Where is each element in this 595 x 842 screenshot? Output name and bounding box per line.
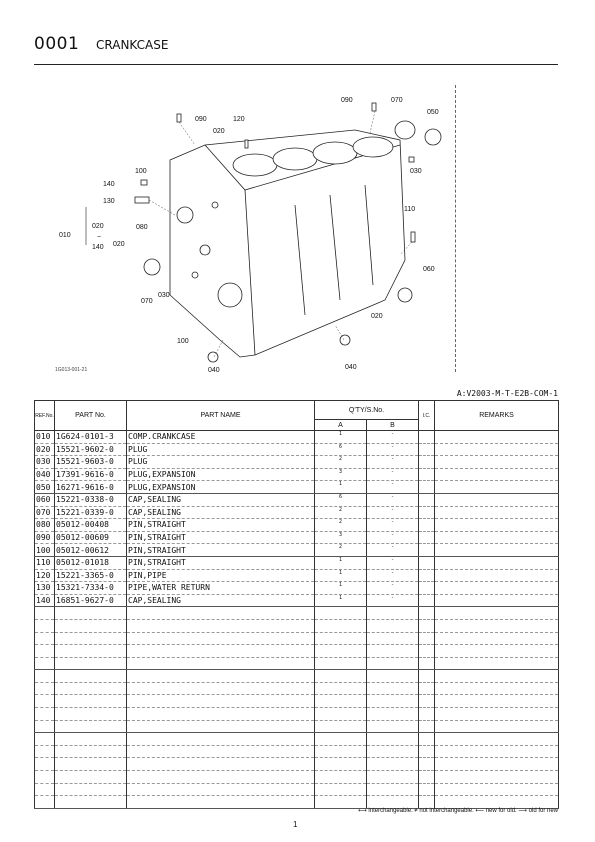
blank-cell: [315, 670, 367, 683]
blank-cell: [35, 745, 55, 758]
blank-cell: [35, 708, 55, 721]
parts-table: [34, 400, 559, 809]
ic-cell: [419, 531, 435, 544]
table-row: [35, 468, 559, 481]
blank-cell: [419, 657, 435, 670]
callout-label: 040: [345, 364, 357, 371]
blank-cell: [435, 733, 559, 746]
blank-cell: [315, 645, 367, 658]
remarks-cell: [435, 468, 559, 481]
qty-b-cell: -: [367, 431, 419, 444]
qty-a-cell: 3: [315, 468, 367, 481]
part-name-cell: PIN,STRAIGHT: [127, 519, 315, 532]
header-rule: [34, 64, 558, 65]
remarks-cell: [435, 481, 559, 494]
interchangeability-legend: ⟷ interchangeable. ≠ not interchangeable. ⟵ new for old. ⟶ old for new: [358, 808, 558, 814]
blank-cell: [127, 645, 315, 658]
blank-cell: [55, 657, 127, 670]
part-name-cell: PIN,STRAIGHT: [127, 544, 315, 557]
blank-cell: [127, 657, 315, 670]
parts-table-container: [34, 400, 558, 809]
callout-label: 060: [423, 266, 435, 273]
qty-a-cell: 6: [315, 493, 367, 506]
remarks-cell: [435, 594, 559, 607]
blank-cell: [127, 733, 315, 746]
blank-cell: [367, 771, 419, 784]
part-number-cell: 05012-00612: [55, 544, 127, 557]
ref-cell: 080: [35, 519, 55, 532]
blank-cell: [55, 682, 127, 695]
callout-label: 070: [141, 298, 153, 305]
page-number: 1: [293, 820, 298, 829]
qty-b-cell: -: [367, 531, 419, 544]
remarks-cell: [435, 443, 559, 456]
blank-cell: [367, 682, 419, 695]
blank-row: [35, 783, 559, 796]
blank-cell: [35, 733, 55, 746]
blank-cell: [127, 771, 315, 784]
ic-cell: [419, 456, 435, 469]
col-header-part-no: PART No.: [55, 401, 127, 431]
qty-b-cell: -: [367, 443, 419, 456]
part-number-cell: 16271-9616-0: [55, 481, 127, 494]
part-name-cell: PIPE,WATER RETURN: [127, 582, 315, 595]
ref-cell: 060: [35, 493, 55, 506]
callout-label: 030: [410, 168, 422, 175]
table-row: [35, 443, 559, 456]
blank-cell: [367, 720, 419, 733]
ref-cell: 070: [35, 506, 55, 519]
blank-cell: [419, 733, 435, 746]
table-row: [35, 544, 559, 557]
blank-cell: [127, 758, 315, 771]
part-name-cell: CAP,SEALING: [127, 493, 315, 506]
ref-cell: 110: [35, 556, 55, 569]
col-header-qty: Q'TY/S.No.: [315, 401, 419, 420]
blank-cell: [35, 695, 55, 708]
blank-cell: [315, 695, 367, 708]
blank-cell: [315, 720, 367, 733]
blank-cell: [367, 758, 419, 771]
figure-id: 1G013-001-21: [55, 367, 88, 373]
part-name-cell: CAP,SEALING: [127, 594, 315, 607]
blank-cell: [127, 695, 315, 708]
blank-cell: [315, 657, 367, 670]
col-header-qty-b: B: [367, 420, 419, 431]
blank-cell: [435, 632, 559, 645]
part-name-cell: PIN,STRAIGHT: [127, 556, 315, 569]
table-row: [35, 531, 559, 544]
blank-cell: [315, 733, 367, 746]
part-name-cell: PIN,PIPE: [127, 569, 315, 582]
callout-label: 070: [391, 97, 403, 104]
blank-cell: [127, 745, 315, 758]
blank-cell: [55, 745, 127, 758]
blank-cell: [35, 632, 55, 645]
callout-label: 050: [427, 109, 439, 116]
part-number-cell: 15221-0338-0: [55, 493, 127, 506]
part-name-cell: PIN,STRAIGHT: [127, 531, 315, 544]
qty-b-cell: -: [367, 594, 419, 607]
table-row: [35, 556, 559, 569]
blank-cell: [127, 619, 315, 632]
range-tilde: ~: [97, 234, 102, 241]
blank-cell: [367, 670, 419, 683]
blank-cell: [435, 783, 559, 796]
blank-cell: [35, 682, 55, 695]
qty-a-cell: 2: [315, 519, 367, 532]
blank-cell: [435, 657, 559, 670]
part-name-cell: PLUG: [127, 443, 315, 456]
part-number-cell: 15521-9602-0: [55, 443, 127, 456]
part-number-cell: 17391-9616-0: [55, 468, 127, 481]
blank-cell: [35, 758, 55, 771]
blank-cell: [315, 607, 367, 620]
blank-cell: [315, 708, 367, 721]
crankcase-exploded-drawing: [55, 85, 455, 385]
blank-cell: [55, 695, 127, 708]
part-number-cell: 05012-00609: [55, 531, 127, 544]
ic-cell: [419, 468, 435, 481]
qty-a-cell: 1: [315, 582, 367, 595]
qty-b-cell: -: [367, 544, 419, 557]
remarks-cell: [435, 519, 559, 532]
blank-cell: [315, 745, 367, 758]
blank-cell: [367, 733, 419, 746]
blank-cell: [35, 720, 55, 733]
blank-cell: [435, 645, 559, 658]
remarks-cell: [435, 556, 559, 569]
qty-b-cell: -: [367, 493, 419, 506]
callout-label: 020: [113, 241, 125, 248]
source-reference: A:V2003-M-T-E2B-COM-1: [456, 389, 558, 398]
blank-cell: [35, 783, 55, 796]
ic-cell: [419, 582, 435, 595]
ic-cell: [419, 544, 435, 557]
blank-cell: [367, 695, 419, 708]
part-name-cell: COMP.CRANKCASE: [127, 431, 315, 444]
blank-cell: [435, 619, 559, 632]
blank-row: [35, 745, 559, 758]
ic-cell: [419, 493, 435, 506]
qty-a-cell: 3: [315, 531, 367, 544]
col-header-remarks: REMARKS: [435, 401, 559, 431]
ref-cell: 120: [35, 569, 55, 582]
callout-label: 100: [135, 168, 147, 175]
blank-cell: [419, 783, 435, 796]
callout-label: 020: [371, 313, 383, 320]
ic-cell: [419, 519, 435, 532]
part-name-cell: PLUG: [127, 456, 315, 469]
blank-cell: [127, 607, 315, 620]
blank-cell: [367, 619, 419, 632]
blank-cell: [55, 632, 127, 645]
remarks-cell: [435, 544, 559, 557]
qty-a-cell: 1: [315, 431, 367, 444]
blank-cell: [315, 783, 367, 796]
blank-cell: [55, 670, 127, 683]
ic-cell: [419, 569, 435, 582]
blank-cell: [419, 607, 435, 620]
blank-cell: [419, 682, 435, 695]
table-row: [35, 493, 559, 506]
table-row: [35, 569, 559, 582]
callout-label: 110: [404, 206, 416, 213]
qty-a-cell: 2: [315, 506, 367, 519]
blank-cell: [367, 657, 419, 670]
table-row: [35, 582, 559, 595]
part-number-cell: 15221-0339-0: [55, 506, 127, 519]
part-number-cell: 15521-9603-0: [55, 456, 127, 469]
blank-row: [35, 632, 559, 645]
blank-cell: [55, 720, 127, 733]
blank-row: [35, 607, 559, 620]
blank-cell: [35, 645, 55, 658]
callout-label: 090: [341, 97, 353, 104]
blank-cell: [55, 796, 127, 809]
part-number-cell: 1G624-0101-3: [55, 431, 127, 444]
blank-cell: [435, 708, 559, 721]
callout-label: 140: [103, 181, 115, 188]
blank-cell: [127, 720, 315, 733]
remarks-cell: [435, 506, 559, 519]
blank-cell: [35, 796, 55, 809]
qty-a-cell: 1: [315, 594, 367, 607]
blank-cell: [315, 771, 367, 784]
blank-cell: [127, 670, 315, 683]
figure-divider: [455, 85, 456, 372]
ref-cell: 140: [35, 594, 55, 607]
blank-cell: [419, 708, 435, 721]
part-number-cell: 15221-3365-0: [55, 569, 127, 582]
blank-row: [35, 708, 559, 721]
blank-cell: [55, 783, 127, 796]
remarks-cell: [435, 431, 559, 444]
blank-row: [35, 645, 559, 658]
blank-cell: [435, 758, 559, 771]
blank-cell: [367, 607, 419, 620]
blank-row: [35, 771, 559, 784]
ic-cell: [419, 506, 435, 519]
blank-cell: [55, 771, 127, 784]
col-header-qty-a: A: [315, 420, 367, 431]
qty-a-cell: 2: [315, 456, 367, 469]
part-name-cell: PLUG,EXPANSION: [127, 468, 315, 481]
blank-cell: [367, 632, 419, 645]
ic-cell: [419, 594, 435, 607]
col-header-part-name: PART NAME: [127, 401, 315, 431]
blank-cell: [127, 783, 315, 796]
qty-b-cell: -: [367, 481, 419, 494]
callout-label: 090: [195, 116, 207, 123]
qty-a-cell: 1: [315, 569, 367, 582]
qty-a-cell: 1: [315, 481, 367, 494]
qty-b-cell: -: [367, 569, 419, 582]
remarks-cell: [435, 456, 559, 469]
blank-cell: [367, 745, 419, 758]
callout-label: 100: [177, 338, 189, 345]
blank-cell: [367, 708, 419, 721]
ref-cell: 130: [35, 582, 55, 595]
qty-b-cell: -: [367, 582, 419, 595]
blank-cell: [435, 682, 559, 695]
blank-row: [35, 720, 559, 733]
blank-cell: [419, 720, 435, 733]
blank-cell: [435, 695, 559, 708]
part-name-cell: CAP,SEALING: [127, 506, 315, 519]
part-number-cell: 15321-7334-0: [55, 582, 127, 595]
ic-cell: [419, 443, 435, 456]
blank-cell: [55, 758, 127, 771]
blank-cell: [35, 670, 55, 683]
remarks-cell: [435, 531, 559, 544]
table-row: [35, 481, 559, 494]
blank-cell: [315, 619, 367, 632]
qty-b-cell: -: [367, 556, 419, 569]
blank-cell: [419, 645, 435, 658]
blank-cell: [35, 619, 55, 632]
blank-cell: [35, 657, 55, 670]
ref-cell: 040: [35, 468, 55, 481]
blank-cell: [127, 708, 315, 721]
blank-cell: [55, 619, 127, 632]
blank-row: [35, 670, 559, 683]
blank-cell: [367, 645, 419, 658]
blank-cell: [419, 771, 435, 784]
blank-cell: [315, 682, 367, 695]
blank-row: [35, 657, 559, 670]
qty-a-cell: 1: [315, 556, 367, 569]
table-row: [35, 506, 559, 519]
ic-cell: [419, 556, 435, 569]
col-header-ref: REF.No.: [35, 401, 55, 431]
callout-label: 140: [92, 244, 104, 251]
ref-cell: 020: [35, 443, 55, 456]
blank-cell: [419, 745, 435, 758]
part-number-cell: 05012-00408: [55, 519, 127, 532]
qty-b-cell: -: [367, 456, 419, 469]
blank-cell: [55, 645, 127, 658]
callout-label: 080: [136, 224, 148, 231]
callout-label: 040: [208, 367, 220, 374]
remarks-cell: [435, 569, 559, 582]
blank-cell: [435, 670, 559, 683]
part-number-cell: 16851-9627-0: [55, 594, 127, 607]
blank-cell: [127, 632, 315, 645]
col-header-ic: I.C.: [419, 401, 435, 431]
callout-label: 020: [92, 223, 104, 230]
callout-label: 120: [233, 116, 245, 123]
blank-cell: [419, 758, 435, 771]
blank-cell: [127, 682, 315, 695]
remarks-cell: [435, 493, 559, 506]
blank-row: [35, 682, 559, 695]
ref-cell: 010: [35, 431, 55, 444]
blank-row: [35, 619, 559, 632]
part-number-cell: 05012-01018: [55, 556, 127, 569]
blank-cell: [435, 607, 559, 620]
catalog-group-code: 0001: [34, 34, 80, 54]
remarks-cell: [435, 582, 559, 595]
blank-cell: [419, 695, 435, 708]
blank-row: [35, 695, 559, 708]
callout-label: 130: [103, 198, 115, 205]
qty-b-cell: -: [367, 506, 419, 519]
page-title: CRANKCASE: [96, 38, 169, 52]
table-row: [35, 456, 559, 469]
blank-cell: [35, 771, 55, 784]
table-row: [35, 519, 559, 532]
qty-a-cell: 6: [315, 443, 367, 456]
ic-cell: [419, 481, 435, 494]
blank-cell: [419, 619, 435, 632]
part-name-cell: PLUG,EXPANSION: [127, 481, 315, 494]
blank-cell: [419, 632, 435, 645]
blank-cell: [55, 708, 127, 721]
ref-cell: 050: [35, 481, 55, 494]
blank-cell: [435, 720, 559, 733]
blank-row: [35, 758, 559, 771]
table-row: [35, 594, 559, 607]
blank-cell: [435, 745, 559, 758]
ref-cell: 100: [35, 544, 55, 557]
blank-cell: [419, 670, 435, 683]
callout-label: 030: [158, 292, 170, 299]
ref-cell: 090: [35, 531, 55, 544]
blank-cell: [367, 783, 419, 796]
qty-b-cell: -: [367, 468, 419, 481]
blank-row: [35, 733, 559, 746]
qty-a-cell: 2: [315, 544, 367, 557]
blank-cell: [315, 758, 367, 771]
blank-cell: [35, 607, 55, 620]
callout-label: 020: [213, 128, 225, 135]
ic-cell: [419, 431, 435, 444]
blank-cell: [55, 733, 127, 746]
callout-label: 010: [59, 232, 71, 239]
ref-cell: 030: [35, 456, 55, 469]
table-row: [35, 431, 559, 444]
blank-cell: [315, 632, 367, 645]
blank-cell: [435, 771, 559, 784]
qty-b-cell: -: [367, 519, 419, 532]
blank-cell: [127, 796, 315, 809]
blank-cell: [55, 607, 127, 620]
